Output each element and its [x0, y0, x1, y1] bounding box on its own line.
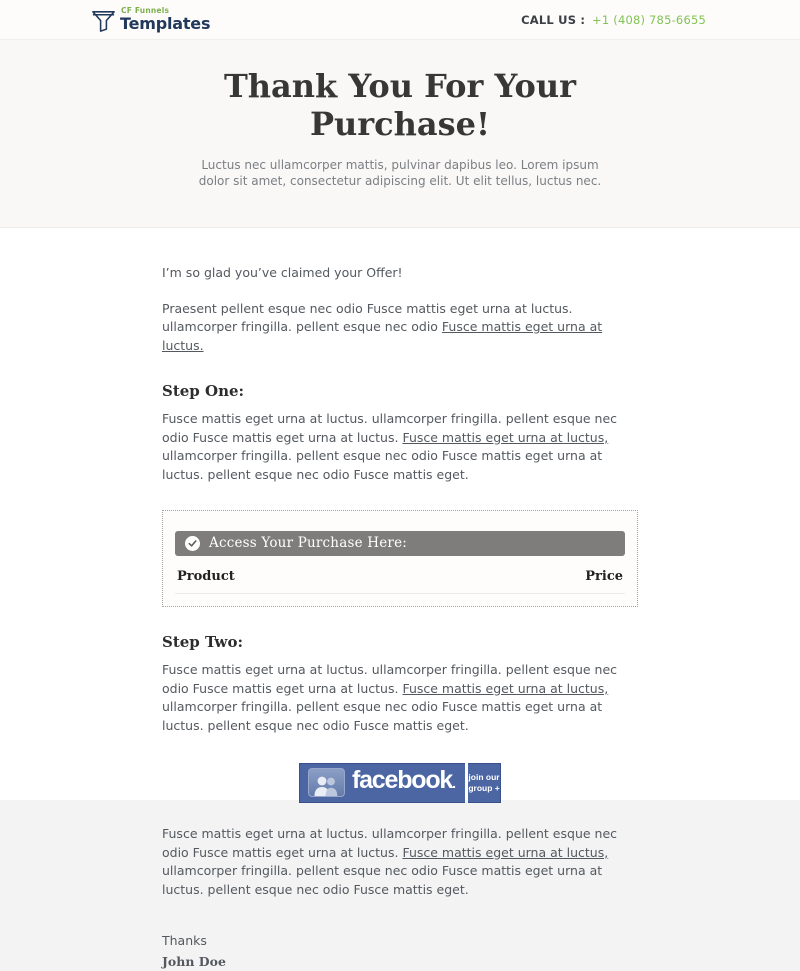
check-icon — [185, 536, 200, 551]
hero-section — [0, 40, 800, 228]
step-one-link[interactable]: Fusce mattis eget urna at luctus, — [402, 429, 609, 445]
intro-text: I’m so glad you’ve claimed your Offer! — [162, 264, 403, 280]
call-us-label: CALL US : — [521, 12, 586, 27]
closing-paragraph — [162, 825, 638, 900]
group-plus-text: group + — [468, 782, 500, 793]
facebook-wordmark: facebook. — [351, 766, 457, 795]
step-two-text-end: ullamcorper fringilla. pellent esque nec odio Fusce mattis eget urna at luctus. pellent esque nec odio Fusce mattis eget. — [162, 699, 603, 734]
closing-link[interactable]: Fusce mattis eget urna at luctus, — [402, 844, 609, 860]
step-one-paragraph — [162, 410, 638, 485]
column-product: Product — [177, 568, 235, 584]
main-content — [162, 228, 638, 971]
funnel-icon — [90, 7, 117, 34]
paragraph-1-text: Praesent pellent esque nec odio Fusce mattis eget urna at luctus. ullamcorper fringilla. pellent esque nec odio — [162, 300, 573, 335]
facebook-join-label — [468, 763, 501, 803]
closing-text: Fusce mattis eget urna at luctus. ullamcorper fringilla. pellent esque nec odio Fusce mattis eget urna at luctus. — [162, 825, 618, 860]
facebook-badge-wrap — [162, 763, 638, 803]
step-two-text: Fusce mattis eget urna at luctus. ullamcorper fringilla. pellent esque nec odio Fusce mattis eget urna at luctus. — [162, 661, 618, 696]
step-one-text: Fusce mattis eget urna at luctus. ullamcorper fringilla. pellent esque nec odio Fusce mattis eget urna at luctus. — [162, 410, 618, 445]
column-price: Price — [585, 568, 623, 584]
join-our-text: join our — [468, 772, 500, 783]
purchase-box-spacer — [175, 594, 625, 604]
step-two-link[interactable]: Fusce mattis eget urna at luctus, — [402, 680, 609, 696]
purchase-bar-label: Access Your Purchase Here: — [209, 535, 408, 552]
site-logo[interactable] — [90, 6, 210, 34]
logo-text — [120, 7, 210, 32]
thanks-text: Thanks — [162, 932, 207, 948]
logo-brand-bottom: Templates — [120, 13, 211, 33]
facebook-badge-main — [299, 763, 465, 803]
logo-brand-top: CF Funnels — [121, 6, 170, 16]
paragraph-1-link[interactable]: Fusce mattis eget urna at luctus. — [162, 319, 603, 354]
purchase-box — [162, 510, 638, 607]
step-one-text-end: ullamcorper fringilla. pellent esque nec odio Fusce mattis eget urna at luctus. pellent esque nec odio Fusce mattis eget. — [162, 448, 603, 483]
top-bar — [0, 0, 800, 40]
hero-subtitle: Luctus nec ullamcorper mattis, pulvinar dapibus leo. Lorem ipsum dolor sit amet, consectetur adipiscing elit. Ut elit tellus, luctus nec. — [198, 157, 602, 188]
closing-text-end: ullamcorper fringilla. pellent esque nec odio Fusce mattis eget urna at luctus. pellent esque nec odio Fusce mattis eget. — [162, 863, 603, 898]
facebook-join-group-button[interactable] — [299, 763, 501, 803]
step-one-heading: Step One: — [162, 381, 245, 400]
purchase-table-header — [175, 556, 625, 594]
paragraph-1 — [162, 300, 638, 356]
purchase-bar — [175, 531, 625, 556]
call-us — [521, 13, 706, 27]
phone-link[interactable]: +1 (408) 785-6655 — [592, 12, 706, 27]
step-two-paragraph — [162, 661, 638, 736]
facebook-users-icon — [308, 768, 345, 797]
step-two-heading: Step Two: — [162, 632, 243, 651]
page-title: Thank You For Your Purchase! — [223, 67, 577, 143]
signature-name: John Doe — [162, 953, 226, 969]
